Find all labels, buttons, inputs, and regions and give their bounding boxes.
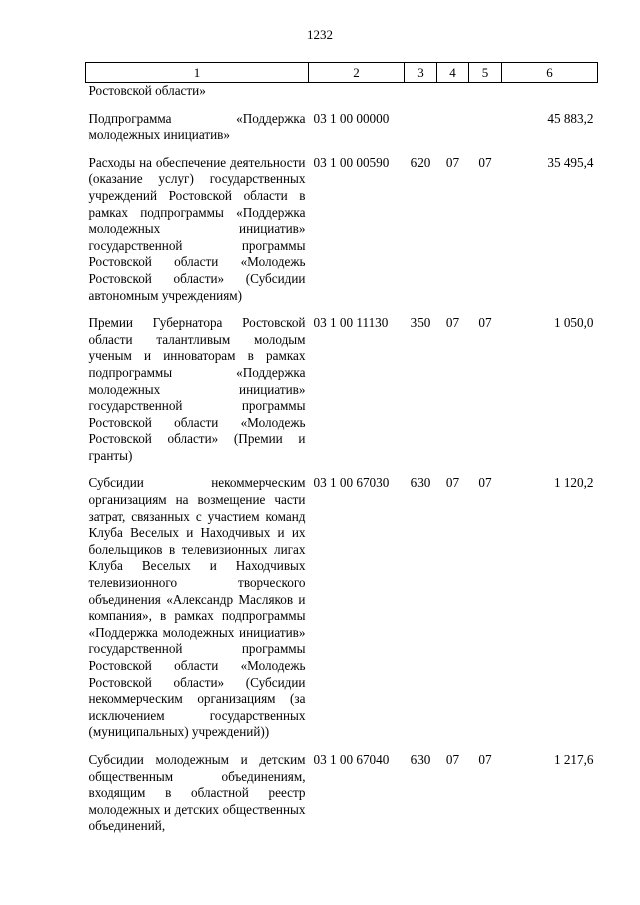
table-row xyxy=(86,144,598,304)
table-row xyxy=(86,464,598,741)
row-code: 03 1 00 67040 xyxy=(313,751,390,767)
row-amount: 45 883,2 xyxy=(547,110,594,126)
row-name: Субсидии некоммерческим организациям на возмещение части затрат, связанных с участием команд Клуба Веселых и Находчивых и их болельщиков в телевизионных лигах Клуба Веселых и Находчивых телевизионного творческого объединения «Александр Масляков и компания», в рамках подпрограммы «Поддержка молодежных инициатив» государственной программы Ростовской области «Молодежь Ростовской области» (Субсидии некоммерческим организациям (за исключением государственных (муниципальных) учреждений)) xyxy=(88,475,306,740)
row-rz: 07 xyxy=(445,475,460,491)
row-rz: 07 xyxy=(445,751,460,767)
row-pr: 07 xyxy=(478,475,492,491)
header-col-4: 4 xyxy=(437,63,469,83)
row-pr: 07 xyxy=(478,315,492,331)
header-col-2: 2 xyxy=(309,63,405,83)
row-name: Премии Губернатора Ростовской области талантливым молодым ученым и инноваторам в рамках подпрограммы «Поддержка молодежных инициатив» государственной программы Ростовской области «Молодежь Ростовской области» (Премии и гранты) xyxy=(88,315,306,463)
row-vr xyxy=(405,83,437,100)
table-row xyxy=(86,304,598,464)
row-code xyxy=(309,83,405,100)
row-vr: 630 xyxy=(410,475,431,491)
row-vr: 630 xyxy=(410,751,431,767)
row-amount xyxy=(502,83,598,100)
row-rz xyxy=(437,100,469,144)
row-amount: 1 120,2 xyxy=(553,475,594,491)
table-header-row xyxy=(86,63,598,83)
row-rz xyxy=(437,83,469,100)
row-name: Субсидии молодежным и детским общественным объединениям, входящим в областной реестр молодежных и детских общественных объединений, xyxy=(88,751,306,834)
page-number: 1232 xyxy=(307,27,333,42)
row-rz: 07 xyxy=(445,315,460,331)
row-name: Подпрограмма «Поддержка молодежных инициатив» xyxy=(88,110,306,143)
row-name: Расходы на обеспечение деятельности (оказание услуг) государственных учреждений Ростовской области в рамках подпрограммы «Поддержка молодежных инициатив» государственной программы Ростовской области «Молодежь Ростовской области» (Субсидии автономным учреждениям) xyxy=(88,154,306,303)
row-vr: 350 xyxy=(410,315,431,331)
header-col-5: 5 xyxy=(469,63,502,83)
row-pr xyxy=(469,100,502,144)
row-code: 03 1 00 67030 xyxy=(313,475,390,491)
row-code: 03 1 00 11130 xyxy=(313,315,389,331)
table-row xyxy=(86,100,598,144)
row-amount: 1 217,6 xyxy=(553,751,594,767)
row-amount: 1 050,0 xyxy=(553,315,594,331)
table-row xyxy=(86,741,598,835)
row-code: 03 1 00 00590 xyxy=(313,154,390,170)
table-row xyxy=(86,83,598,100)
header-col-6: 6 xyxy=(502,63,598,83)
row-vr: 620 xyxy=(410,154,431,170)
row-name: Ростовской области» xyxy=(88,83,206,98)
row-pr: 07 xyxy=(478,154,492,170)
row-pr xyxy=(469,83,502,100)
row-vr xyxy=(405,100,437,144)
row-amount: 35 495,4 xyxy=(547,154,594,170)
header-col-1: 1 xyxy=(86,63,309,83)
row-rz: 07 xyxy=(445,154,460,170)
header-col-3: 3 xyxy=(405,63,437,83)
row-code: 03 1 00 00000 xyxy=(313,110,390,126)
row-pr: 07 xyxy=(478,751,492,767)
budget-table xyxy=(85,62,598,835)
